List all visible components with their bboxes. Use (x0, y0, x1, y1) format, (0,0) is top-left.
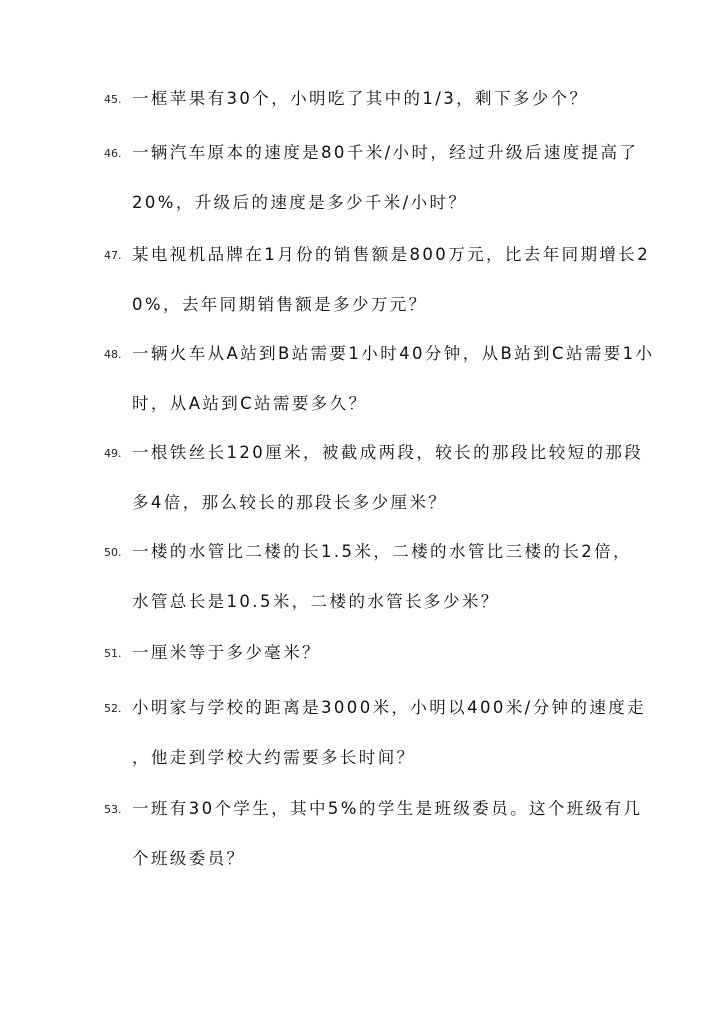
question-line (104, 74, 644, 124)
question-text: 一根铁丝长120厘米，被截成两段，较长的那段比较短的那段 (132, 443, 644, 462)
question-line (104, 784, 644, 834)
question-line (104, 428, 644, 478)
question-51 (104, 628, 644, 678)
question-number: 53. (104, 803, 122, 816)
question-line (104, 230, 651, 280)
question-line (104, 280, 644, 330)
question-text: 一厘米等于多少毫米？ (132, 643, 321, 662)
question-48 (104, 329, 655, 429)
question-text: 一辆汽车原本的速度是80千米/小时，经过升级后速度提高了 (132, 143, 639, 162)
question-line (104, 628, 644, 678)
question-47 (104, 230, 651, 330)
question-text: 0%，去年同期销售额是多少万元？ (132, 295, 428, 314)
question-45 (104, 74, 644, 124)
question-line (104, 577, 644, 627)
question-49 (104, 428, 644, 528)
question-text: 一楼的水管比二楼的长1.5米，二楼的水管比三楼的长2倍， (132, 542, 632, 561)
question-46 (104, 128, 644, 228)
question-53 (104, 784, 644, 884)
question-text: 一框苹果有30个，小明吃了其中的1/3，剩下多少个？ (132, 89, 589, 108)
question-text: 多4倍，那么较长的那段长多少厘米？ (132, 493, 448, 512)
question-text: 水管总长是10.5米，二楼的水管长多少米？ (132, 592, 500, 611)
question-number: 47. (104, 249, 122, 262)
question-line (104, 128, 644, 178)
question-50 (104, 527, 644, 627)
question-number: 50. (104, 546, 122, 559)
question-number: 46. (104, 147, 122, 160)
question-line (104, 329, 655, 379)
question-number: 45. (104, 93, 122, 106)
question-52 (104, 683, 647, 783)
question-number: 51. (104, 647, 122, 660)
question-text: 一班有30个学生，其中5%的学生是班级委员。这个班级有几 (132, 799, 643, 818)
question-line (104, 834, 644, 884)
question-number: 48. (104, 348, 122, 361)
question-text: 时，从A站到C站需要多久？ (132, 394, 368, 413)
question-text: 一辆火车从A站到B站需要1小时40分钟，从B站到C站需要1小 (132, 344, 655, 363)
question-text: ，他走到学校大约需要多长时间？ (132, 748, 416, 767)
question-text: 20%，升级后的速度是多少千米/小时？ (132, 193, 468, 212)
question-line (104, 478, 644, 528)
question-line (104, 733, 644, 783)
question-number: 52. (104, 702, 122, 715)
question-text: 某电视机品牌在1月份的销售额是800万元，比去年同期增长2 (132, 245, 651, 264)
question-text: 个班级委员？ (132, 849, 246, 868)
question-number: 49. (104, 447, 122, 460)
question-line (104, 178, 644, 228)
question-text: 小明家与学校的距离是3000米，小明以400米/分钟的速度走 (132, 698, 647, 717)
question-line (104, 527, 644, 577)
question-line (104, 683, 647, 733)
question-line (104, 379, 644, 429)
